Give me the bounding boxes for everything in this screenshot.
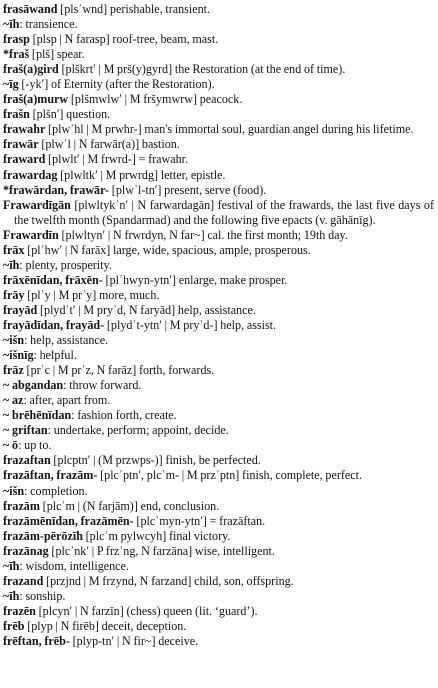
entry-definition: [plcʾmyn-ytnʹ] = frazāftan. <box>133 513 266 528</box>
entry-headword: frazāftan, frazām- <box>3 468 98 483</box>
entry-headword: frawardag <box>3 167 58 182</box>
entry-definition: [plcʾnkʹ | P frzʾng, N farzāna] wise, intelligent. <box>48 543 275 558</box>
entry-headword: frāxēnīdan, frāxēn- <box>3 272 103 287</box>
entry-definition: : sonship. <box>19 588 66 603</box>
entry-headword: *fraš <box>3 47 30 62</box>
entry-definition: [plydʾtʹ | M pryʾd, N faryād] help, assistance. <box>37 302 256 317</box>
dictionary-entry <box>3 333 434 348</box>
entry-definition: : up to. <box>18 438 52 453</box>
entry-headword: frašn <box>3 107 30 122</box>
dictionary-entry <box>3 453 434 468</box>
entry-headword: frasāwand <box>3 2 58 16</box>
entry-headword: frawahr <box>3 122 46 137</box>
dictionary-entry <box>3 604 434 619</box>
entry-headword: *frawārdan, frawār- <box>3 182 110 197</box>
entry-headword: fraš(a)gird <box>3 62 59 77</box>
entry-headword: ~ ō <box>3 438 19 453</box>
dictionary-entry <box>3 634 434 649</box>
dictionary-entry <box>3 348 434 363</box>
entry-headword: ~ abgandan <box>3 378 64 393</box>
entry-headword: ~ az <box>3 393 24 408</box>
dictionary-entry <box>3 529 434 544</box>
entry-headword: fraward <box>3 152 46 167</box>
entry-definition: [plcʾm | (N farjām)] end, conclusion. <box>39 498 220 513</box>
dictionary-entry <box>3 288 434 303</box>
entry-definition: : transience. <box>19 17 78 32</box>
dictionary-entry <box>3 619 434 634</box>
entry-definition: [plcʾptnʹ, plcʾm- | M przʾptn] finish, complete, perfect. <box>97 468 362 483</box>
entry-headword: fraš(a)murw <box>3 92 69 107</box>
entry-definition: [plšmwlwʹ | M fršymwrw] peacock. <box>68 92 243 107</box>
entry-definition: : wisdom, intelligence. <box>19 558 129 573</box>
entry-headword: frāy <box>3 287 25 302</box>
dictionary-entry <box>3 318 434 333</box>
entry-headword: Frawardīn <box>3 227 59 242</box>
entry-definition: [plsp | N farasp] roof-tree, beam, mast. <box>29 32 219 47</box>
dictionary-entry <box>3 544 434 559</box>
entry-definition: [plsʾwnd] perishable, transient. <box>57 2 211 16</box>
entry-definition: [plydʾt-ytnʹ | M pryʾd-] help, assist. <box>104 317 277 332</box>
entry-headword: ~īh <box>3 558 20 573</box>
entry-definition: [plwltykʾnʹ | N farwardagān] festival of the frawards, the last five days of the twelfth month (Spandarmad) and the following five epacts (v. gāhānīg). <box>14 197 434 227</box>
entry-headword: ~īh <box>3 17 20 32</box>
entry-headword: ~īh <box>3 257 20 272</box>
entry-definition: : undertake, perform; appoint, decide. <box>47 423 229 438</box>
entry-definition: [-ykʹ] of Eternity (after the Restoration). <box>18 77 215 92</box>
entry-definition: [plyp | N firēb] deceit, deception. <box>24 618 187 633</box>
entry-definition: [plʾy | M prʾy] more, much. <box>24 287 160 302</box>
entry-headword: ~īg <box>3 77 19 92</box>
dictionary-entry <box>3 363 434 378</box>
entry-headword: frayād <box>3 302 38 317</box>
entry-definition: [prʾc | M prʾz, N farāz] forth, forwards. <box>23 363 215 378</box>
dictionary-entry <box>3 438 434 453</box>
entry-definition: : plenty, prosperity. <box>19 257 112 272</box>
entry-definition: : help, assistance. <box>24 333 109 348</box>
dictionary-entry <box>3 589 434 604</box>
dictionary-entry <box>3 152 434 167</box>
entry-headword: frazām-pērōzīh <box>3 528 83 543</box>
dictionary-entry <box>3 378 434 393</box>
entry-definition: [plškrtʹ | M prš(y)gyrd] the Restoration (at the end of time). <box>58 62 346 77</box>
dictionary-entry <box>3 168 434 183</box>
entry-definition: [plʾhwyn-ytnʹ] enlarge, make prosper. <box>102 272 288 287</box>
entry-definition: : after, apart from. <box>23 393 111 408</box>
entry-definition: : helpful. <box>33 348 77 363</box>
dictionary-entry <box>3 408 434 423</box>
dictionary-entry <box>3 77 434 92</box>
entry-definition: [plwʾl | N farwār(a)] bastion. <box>38 137 180 152</box>
entry-headword: ~ brēhēnīdan <box>3 408 72 423</box>
entry-headword: ~išnīg <box>3 348 34 363</box>
dictionary-entry <box>3 17 434 32</box>
entry-headword: frasp <box>3 32 30 47</box>
entry-headword: frēb <box>3 618 25 633</box>
entry-headword: frazānag <box>3 543 49 558</box>
entry-headword: ~ griftan <box>3 423 48 438</box>
entry-headword: frazāmēnīdan, frazāmēn- <box>3 513 134 528</box>
dictionary-entry <box>3 303 434 318</box>
dictionary-entry <box>3 92 434 107</box>
dictionary-entry <box>3 514 434 529</box>
entry-definition: : fashion forth, create. <box>71 408 177 423</box>
dictionary-entry <box>3 32 434 47</box>
entry-headword: ~išn <box>3 333 25 348</box>
dictionary-entry <box>3 198 434 228</box>
entry-definition: [plš] spear. <box>29 47 85 62</box>
entry-definition: [plcptnʹ | (M przwps-)] finish, be perfected. <box>50 453 261 468</box>
dictionary-entry <box>3 273 434 288</box>
entry-definition: [plʾhwʹ | N farāx] large, wide, spacious, ample, prosperous. <box>24 242 311 257</box>
entry-definition: [plšnʹ] question. <box>29 107 111 122</box>
entry-definition: : completion. <box>24 483 88 498</box>
dictionary-entry <box>3 228 434 243</box>
dictionary-entry <box>3 574 434 589</box>
entry-headword: frāx <box>3 242 25 257</box>
dictionary-entry <box>3 183 434 198</box>
dictionary-entry <box>3 137 434 152</box>
entry-headword: frazām <box>3 498 40 513</box>
dictionary-entry <box>3 258 434 273</box>
entry-headword: frāz <box>3 363 24 378</box>
entry-definition: [plcynʹ | N farzīn] (chess) queen (lit. ‘guard’). <box>35 603 258 618</box>
entry-headword: ~išn <box>3 483 25 498</box>
dictionary-entry <box>3 559 434 574</box>
dictionary-entry <box>3 47 434 62</box>
dictionary-entry <box>3 243 434 258</box>
entry-headword: frayādīdan, frayād- <box>3 317 105 332</box>
entry-headword: Frawardīgān <box>3 197 71 212</box>
dictionary-entry <box>3 2 434 17</box>
entry-definition: [plcʾm pylwcyh] final victory. <box>82 528 231 543</box>
entry-definition: [plwltʹ | M frwrd-] = frawahr. <box>45 152 189 167</box>
dictionary-entry <box>3 484 434 499</box>
entry-headword: frēftan, frēb- <box>3 633 70 648</box>
entry-definition: [plwʾl-tnʹ] present, serve (food). <box>109 182 267 197</box>
entry-definition: [plyp-tnʹ | N fir~] deceive. <box>69 633 199 648</box>
dictionary-entry <box>3 423 434 438</box>
entry-headword: frazaftan <box>3 453 51 468</box>
entry-definition: : throw forward. <box>63 378 142 393</box>
entry-definition: [plwltkʹ | M prwrdg] letter, epistle. <box>57 167 226 182</box>
dictionary-entry <box>3 122 434 137</box>
entry-headword: frawār <box>3 137 39 152</box>
entry-definition: [plwʾhl | M prwhr-] man's immortal soul, guardian angel during his lifetime. <box>45 122 414 137</box>
entry-headword: ~īh <box>3 588 20 603</box>
dictionary-entry <box>3 499 434 514</box>
dictionary-entry <box>3 107 434 122</box>
dictionary-entry <box>3 468 434 483</box>
entry-headword: frazand <box>3 573 44 588</box>
entry-definition: [plwltynʹ | N frwrdyn, N far~] cal. the first month; 19th day. <box>58 227 348 242</box>
dictionary-entry <box>3 62 434 77</box>
entry-headword: frazēn <box>3 603 36 618</box>
entry-definition: [przjnd | M frzynd, N farzand] child, son, offspring. <box>43 573 294 588</box>
dictionary-entry <box>3 393 434 408</box>
